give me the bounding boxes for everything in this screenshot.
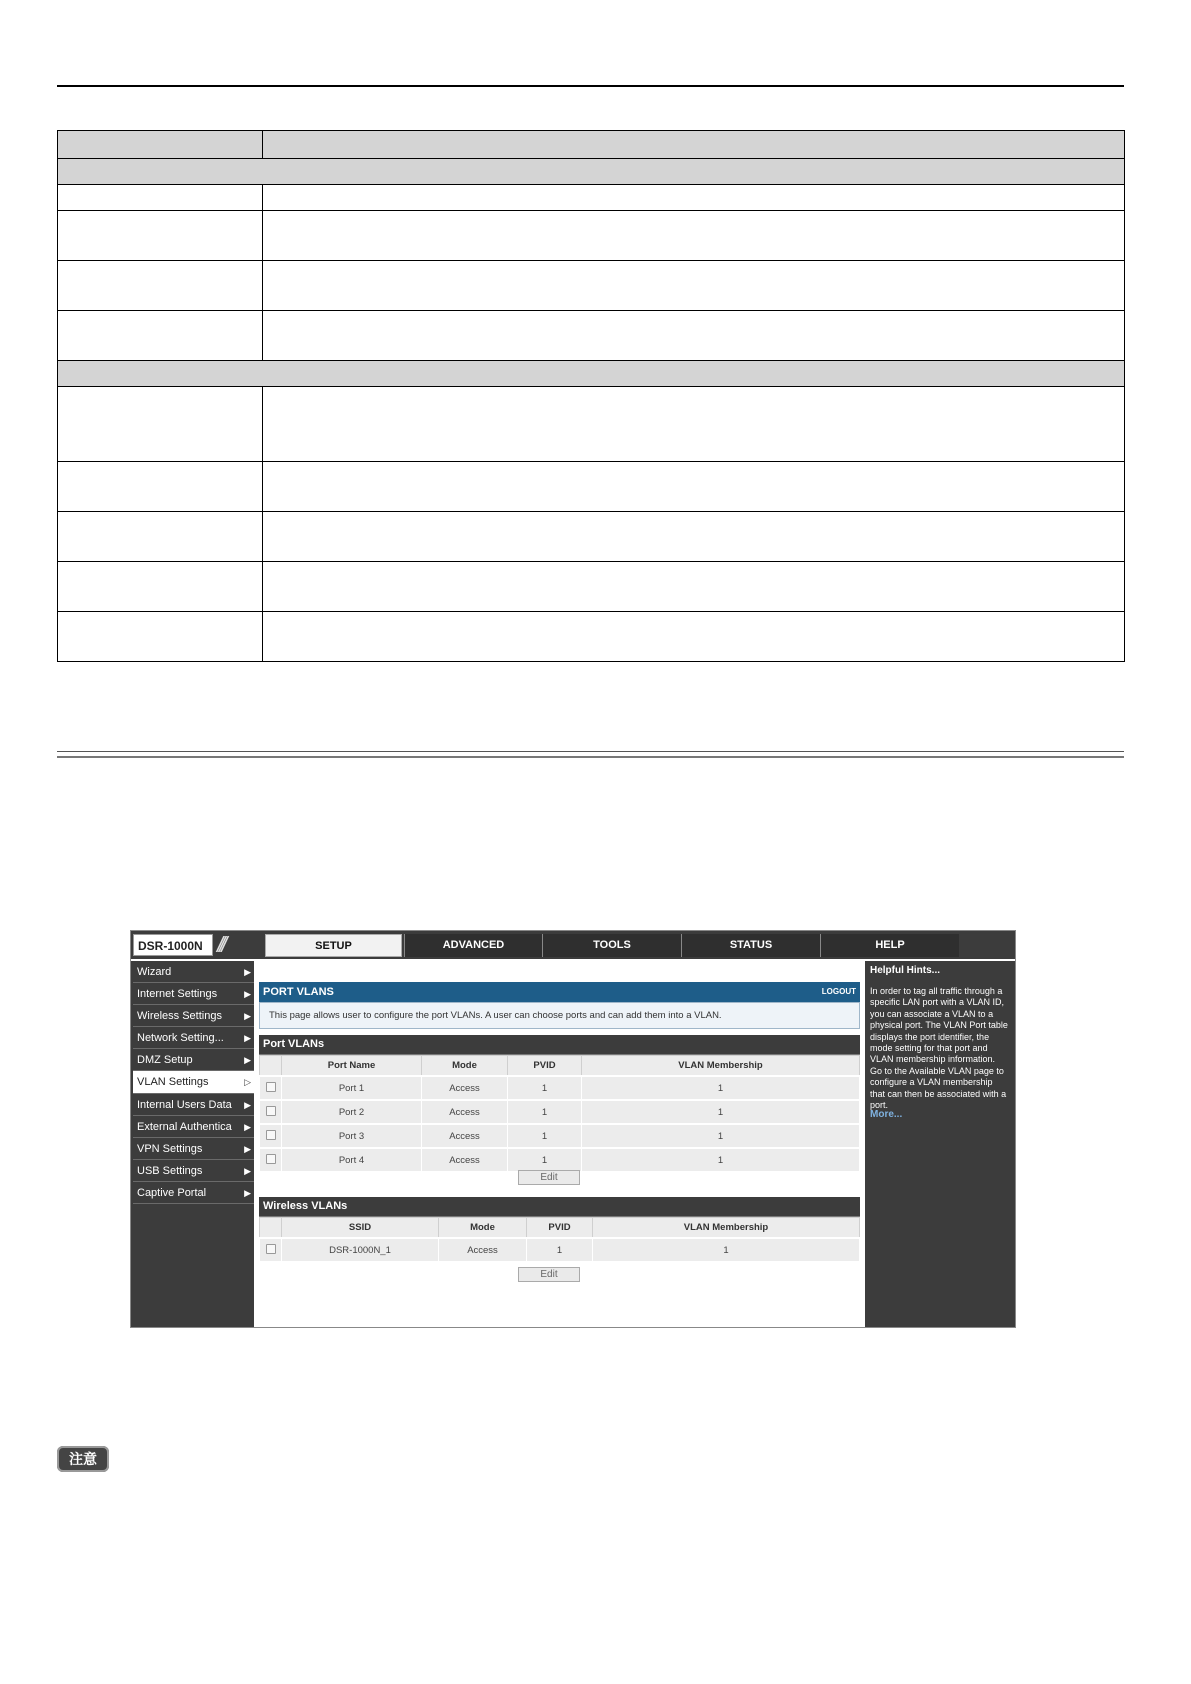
arrow-right-outline-icon: ▷ bbox=[244, 1077, 251, 1087]
mode-cell: Access bbox=[422, 1100, 508, 1124]
pvid-cell: 1 bbox=[508, 1076, 582, 1100]
table-row bbox=[58, 562, 1125, 612]
mode-cell: Access bbox=[422, 1148, 508, 1172]
tab-tools[interactable]: TOOLS bbox=[542, 934, 681, 957]
pvid-cell: 1 bbox=[508, 1148, 582, 1172]
model-label: DSR-1000N bbox=[133, 934, 213, 956]
sidebar-item-captive-portal[interactable] bbox=[133, 1182, 254, 1204]
column-header: Mode bbox=[422, 1056, 508, 1077]
column-header: PVID bbox=[508, 1056, 582, 1077]
sidebar-item-label: Network Setting... bbox=[137, 1032, 224, 1044]
arrow-right-icon: ▶ bbox=[244, 1122, 251, 1132]
row-checkbox[interactable] bbox=[266, 1106, 276, 1116]
sidebar-item-vlan-settings[interactable] bbox=[133, 1071, 254, 1094]
table-row bbox=[260, 1124, 860, 1148]
sidebar-item-internet-settings[interactable] bbox=[133, 983, 254, 1005]
table-row bbox=[260, 1148, 860, 1172]
sidebar bbox=[131, 961, 254, 1327]
wireless-vlans-table bbox=[259, 1217, 860, 1262]
membership-cell: 1 bbox=[593, 1238, 860, 1262]
sidebar-item-label: VLAN Settings bbox=[137, 1076, 209, 1088]
sidebar-item-label: Wireless Settings bbox=[137, 1010, 222, 1022]
table-row bbox=[58, 211, 1125, 261]
sidebar-item-usb-settings[interactable] bbox=[133, 1160, 254, 1182]
table-header-row bbox=[260, 1056, 860, 1077]
sidebar-item-wireless-settings[interactable] bbox=[133, 1005, 254, 1027]
help-text: In order to tag all traffic through a specific LAN port with a VLAN ID, you can associate a VLAN to a physical port. The VLAN Port table displays the port identifier, the mode setting for that port and VLAN membership information. Go to the Available VLAN page to configure a VLAN membership that can then be associated with a port. bbox=[870, 986, 1008, 1111]
sidebar-item-label: Internet Settings bbox=[137, 988, 218, 1000]
sidebar-item-label: External Authentica bbox=[137, 1121, 232, 1133]
port-name-cell: Port 2 bbox=[282, 1100, 422, 1124]
main-content bbox=[254, 961, 865, 1327]
port-name-cell: Port 3 bbox=[282, 1124, 422, 1148]
sidebar-item-label: DMZ Setup bbox=[137, 1054, 193, 1066]
logout-link[interactable]: LOGOUT bbox=[821, 987, 856, 996]
column-header: PVID bbox=[527, 1218, 593, 1239]
tab-advanced[interactable]: ADVANCED bbox=[404, 934, 542, 957]
sidebar-item-vpn-settings[interactable] bbox=[133, 1138, 254, 1160]
column-header: VLAN Membership bbox=[593, 1218, 860, 1239]
row-checkbox[interactable] bbox=[266, 1082, 276, 1092]
arrow-right-icon: ▶ bbox=[244, 989, 251, 999]
row-checkbox[interactable] bbox=[266, 1154, 276, 1164]
table-row bbox=[58, 387, 1125, 462]
column-header: VLAN Membership bbox=[582, 1056, 860, 1077]
router-ui-screenshot bbox=[130, 930, 1016, 1328]
table-row bbox=[58, 311, 1125, 361]
mode-cell: Access bbox=[422, 1124, 508, 1148]
membership-cell: 1 bbox=[582, 1076, 860, 1100]
table-row bbox=[58, 512, 1125, 562]
note-badge: 注意 bbox=[57, 1446, 109, 1472]
port-name-cell: Port 4 bbox=[282, 1148, 422, 1172]
pvid-cell: 1 bbox=[508, 1124, 582, 1148]
arrow-right-icon: ▶ bbox=[244, 1011, 251, 1021]
table-header-row bbox=[260, 1218, 860, 1239]
port-vlans-section-title: Port VLANs bbox=[259, 1035, 860, 1054]
membership-cell: 1 bbox=[582, 1100, 860, 1124]
arrow-right-icon: ▶ bbox=[244, 1166, 251, 1176]
row-checkbox[interactable] bbox=[266, 1130, 276, 1140]
mode-cell: Access bbox=[439, 1238, 527, 1262]
sidebar-item-label: VPN Settings bbox=[137, 1143, 203, 1155]
table-row bbox=[260, 1100, 860, 1124]
sidebar-item-dmz-setup[interactable] bbox=[133, 1049, 254, 1071]
help-title: Helpful Hints... bbox=[870, 965, 940, 976]
top-navigation-bar bbox=[131, 931, 1015, 959]
column-header: Port Name bbox=[282, 1056, 422, 1077]
arrow-right-icon: ▶ bbox=[244, 967, 251, 977]
document-table bbox=[57, 130, 1125, 662]
header-rule bbox=[57, 85, 1124, 87]
page-title-bar bbox=[259, 982, 860, 1002]
table-row bbox=[58, 612, 1125, 662]
sidebar-item-label: Internal Users Data bbox=[137, 1099, 232, 1111]
table-row bbox=[58, 462, 1125, 512]
sidebar-item-label: USB Settings bbox=[137, 1165, 203, 1177]
sidebar-item-internal-users-data[interactable] bbox=[133, 1094, 254, 1116]
table-row bbox=[58, 185, 1125, 211]
table-row bbox=[58, 261, 1125, 311]
sidebar-item-wizard[interactable] bbox=[133, 961, 254, 983]
arrow-right-icon: ▶ bbox=[244, 1055, 251, 1065]
table-section-row bbox=[58, 159, 1125, 185]
wireless-vlans-section-title: Wireless VLANs bbox=[259, 1197, 860, 1216]
sidebar-item-label: Captive Portal bbox=[137, 1187, 207, 1199]
help-panel bbox=[865, 961, 1015, 1327]
wireless-edit-button[interactable]: Edit bbox=[518, 1267, 580, 1282]
help-more-link[interactable]: More... bbox=[870, 1109, 903, 1120]
port-vlans-table bbox=[259, 1055, 860, 1172]
sidebar-item-external-authentication[interactable] bbox=[133, 1116, 254, 1138]
pvid-cell: 1 bbox=[508, 1100, 582, 1124]
pvid-cell: 1 bbox=[527, 1238, 593, 1262]
arrow-right-icon: ▶ bbox=[244, 1188, 251, 1198]
page-title: PORT VLANS bbox=[263, 986, 334, 998]
row-checkbox[interactable] bbox=[266, 1244, 276, 1254]
arrow-right-icon: ▶ bbox=[244, 1033, 251, 1043]
tab-help[interactable]: HELP bbox=[820, 934, 959, 957]
membership-cell: 1 bbox=[582, 1124, 860, 1148]
arrow-right-icon: ▶ bbox=[244, 1144, 251, 1154]
column-header: Mode bbox=[439, 1218, 527, 1239]
section-divider bbox=[57, 751, 1124, 758]
tab-status[interactable]: STATUS bbox=[681, 934, 820, 957]
arrow-right-icon: ▶ bbox=[244, 1100, 251, 1110]
page-description: This page allows user to configure the port VLANs. A user can choose ports and can add them into a VLAN. bbox=[259, 1002, 860, 1029]
port-name-cell: Port 1 bbox=[282, 1076, 422, 1100]
port-edit-button[interactable]: Edit bbox=[518, 1170, 580, 1185]
mode-cell: Access bbox=[422, 1076, 508, 1100]
tab-setup[interactable]: SETUP bbox=[265, 934, 402, 957]
column-header: SSID bbox=[282, 1218, 439, 1239]
table-section-row bbox=[58, 361, 1125, 387]
logo-slashes-icon: /// bbox=[217, 932, 224, 957]
table-header-row bbox=[58, 131, 1125, 159]
sidebar-item-network-setting[interactable] bbox=[133, 1027, 254, 1049]
table-row bbox=[260, 1238, 860, 1262]
membership-cell: 1 bbox=[582, 1148, 860, 1172]
table-row bbox=[260, 1076, 860, 1100]
sidebar-item-label: Wizard bbox=[137, 966, 172, 978]
ssid-cell: DSR-1000N_1 bbox=[282, 1238, 439, 1262]
